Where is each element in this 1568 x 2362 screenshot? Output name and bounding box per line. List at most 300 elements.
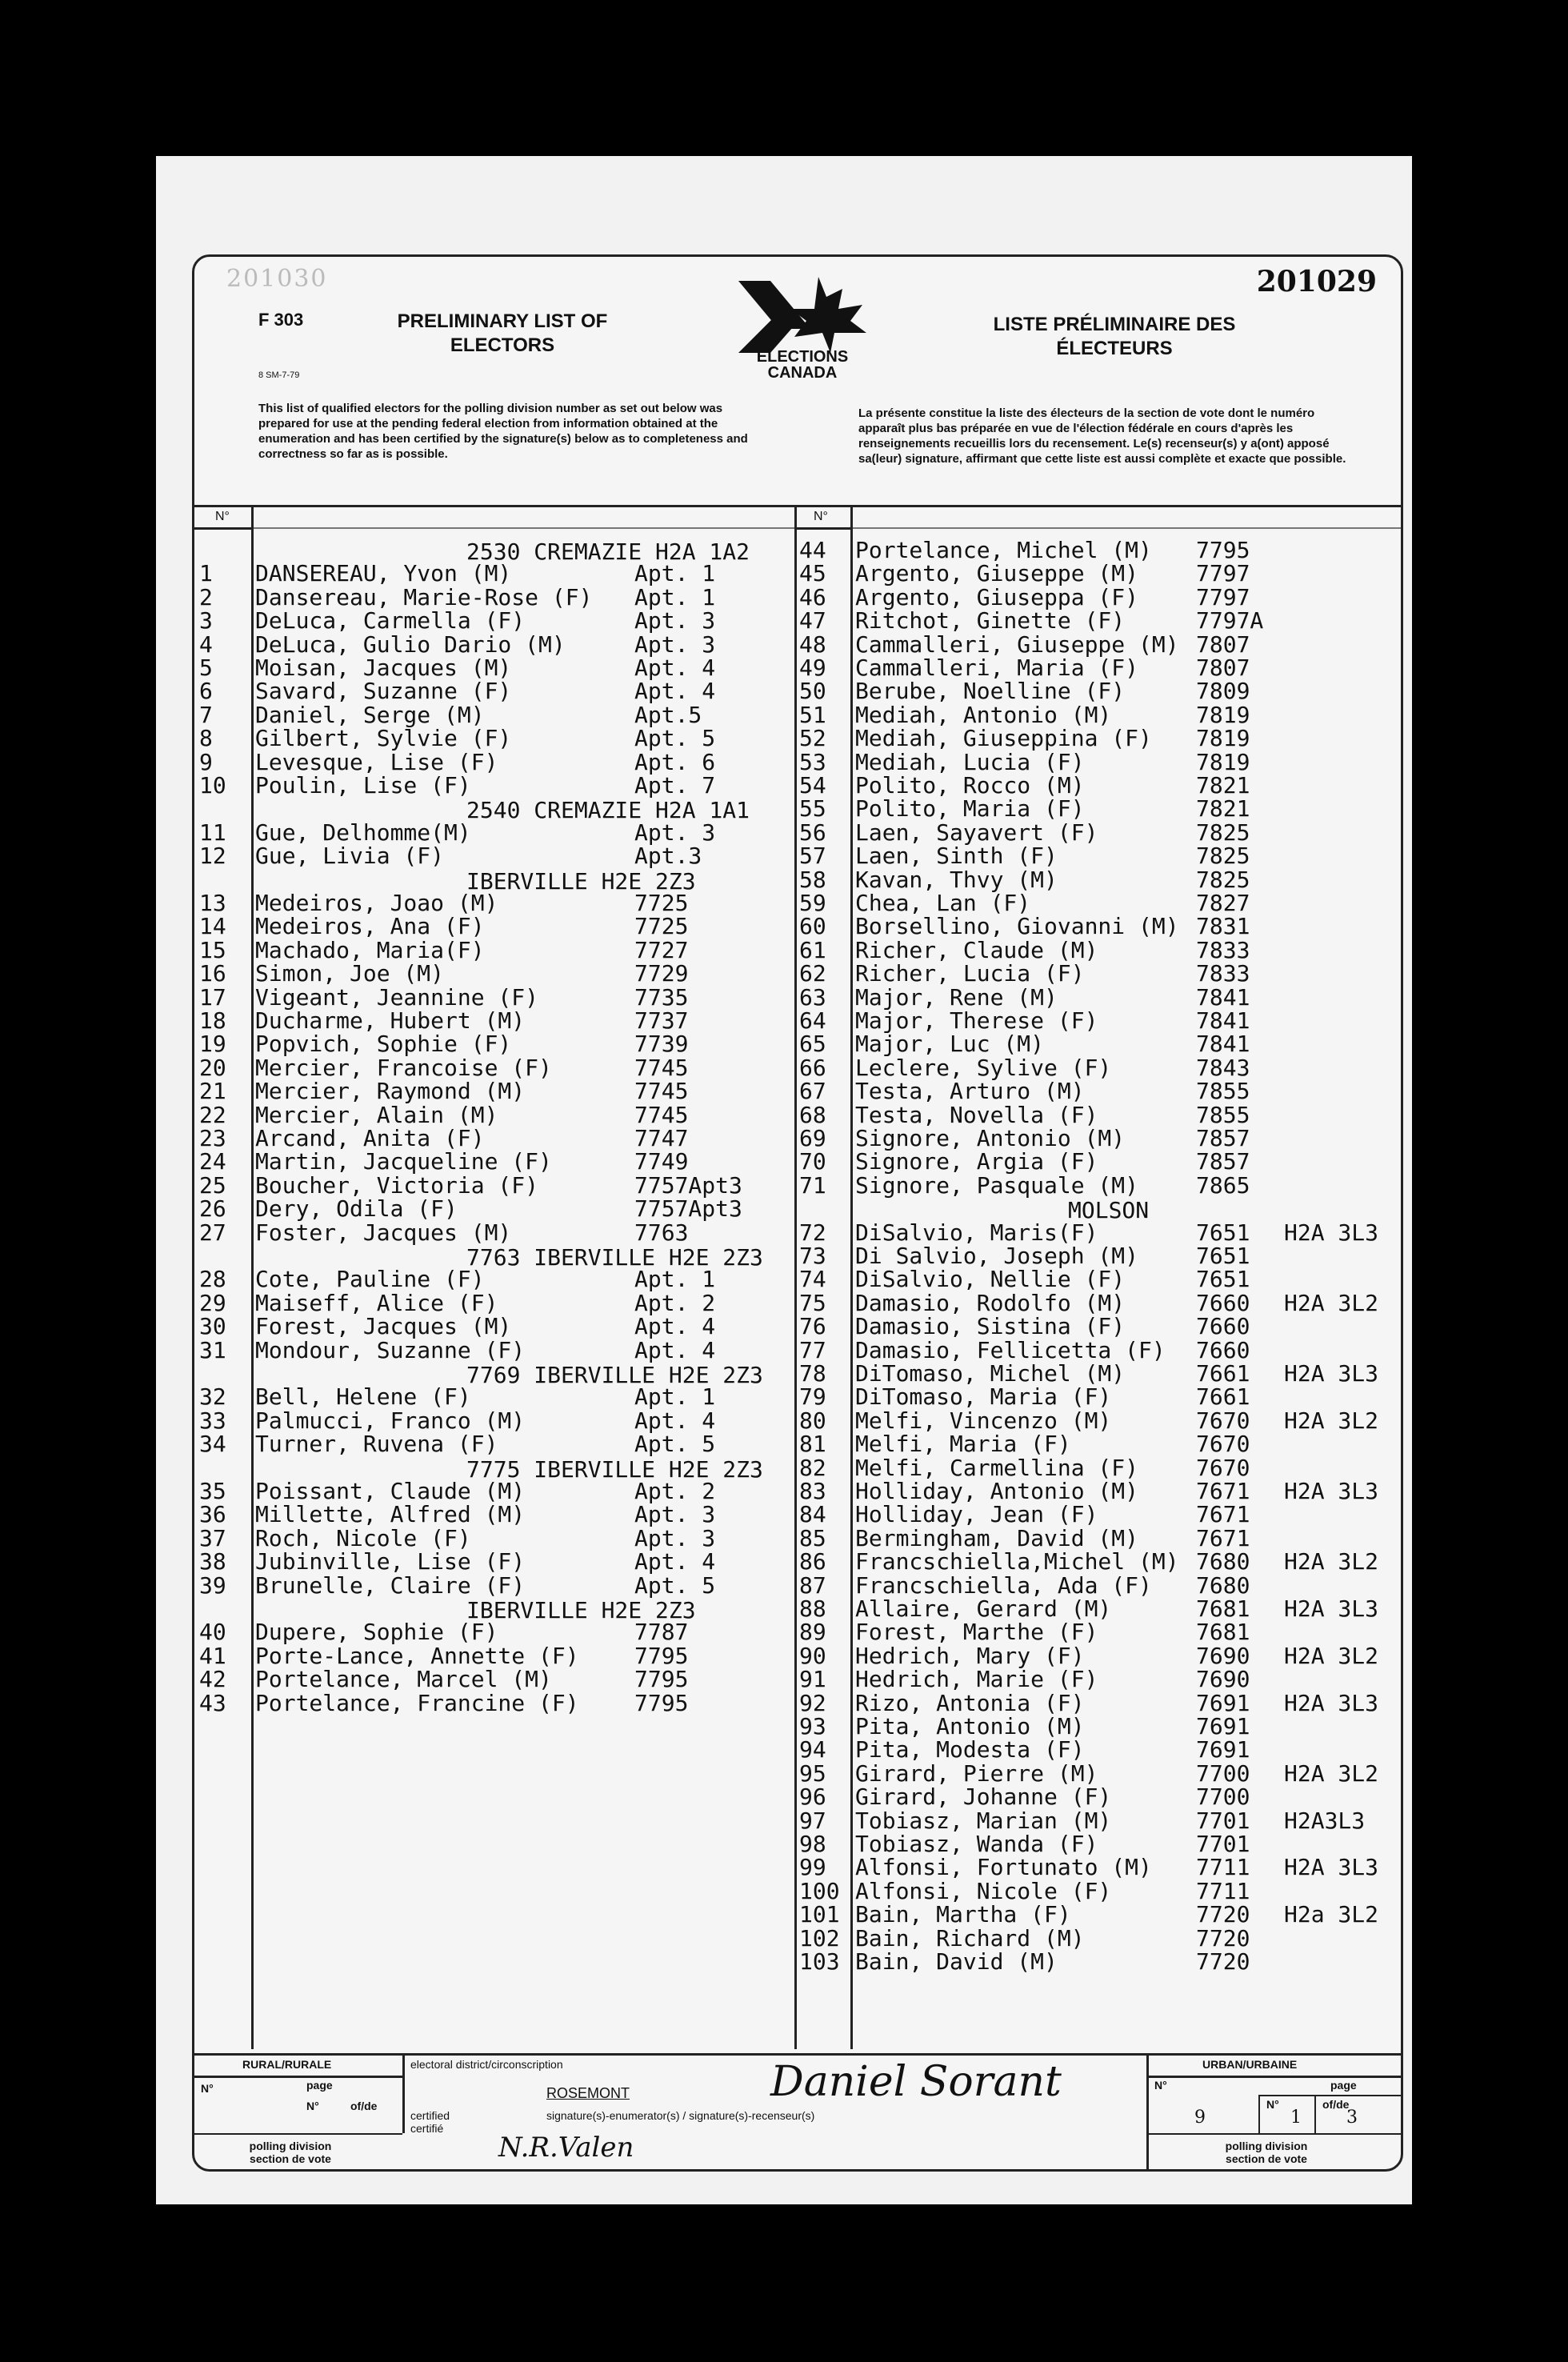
- elector-name: Cammalleri, Maria (F): [855, 655, 1139, 681]
- elector-number: 43: [199, 1689, 226, 1716]
- elector-name: Signore, Pasquale (M): [855, 1171, 1139, 1199]
- elector-name: Hedrich, Mary (F): [855, 1642, 1085, 1669]
- elector-address: 7797A: [1196, 607, 1264, 635]
- footer-rule-h: [194, 2133, 402, 2135]
- elector-row: [796, 1832, 1401, 1856]
- urban-page-label: page: [1330, 2079, 1357, 2092]
- elector-address: Apt. 1: [634, 1383, 716, 1411]
- elector-number: 57: [799, 843, 826, 870]
- elector-number: 94: [799, 1736, 826, 1763]
- elector-row: [796, 1550, 1401, 1573]
- elector-row: [796, 607, 1401, 635]
- street-heading: MOLSON: [1068, 1197, 1150, 1224]
- elector-row: [796, 795, 1401, 823]
- elector-number: 93: [799, 1713, 826, 1739]
- elector-name: Medeiros, Joao (M): [255, 890, 498, 916]
- elector-name: Major, Luc (M): [855, 1031, 1045, 1058]
- elector-name: Pita, Modesta (F): [855, 1736, 1085, 1763]
- elector-row: [796, 962, 1401, 985]
- elector-address: Apt. 2: [634, 1289, 716, 1316]
- elector-name: Bell, Helene (F): [255, 1383, 471, 1411]
- elector-number: 68: [799, 1101, 826, 1128]
- elector-row: [194, 1479, 794, 1503]
- elector-name: Brunelle, Claire (F): [255, 1571, 526, 1599]
- elector-name: Mercier, Alain (M): [255, 1101, 498, 1128]
- urban-no-sub: N°: [1266, 2098, 1279, 2111]
- elector-row: [796, 1503, 1401, 1526]
- elector-name: Laen, Sinth (F): [855, 843, 1058, 870]
- elector-name: Gue, Livia (F): [255, 843, 445, 870]
- elector-name: Girard, Johanne (F): [855, 1784, 1112, 1811]
- elector-address: 7787: [634, 1619, 689, 1646]
- print-code: 8 SM-7-79: [258, 370, 300, 380]
- elector-row: [194, 1524, 794, 1551]
- elector-number: 49: [799, 655, 826, 681]
- elector-name: DiSalvio, Nellie (F): [855, 1266, 1126, 1293]
- title-en: PRELIMINARY LIST OF ELECTORS: [397, 310, 608, 356]
- elector-number: 15: [199, 936, 226, 963]
- elector-address: 7749: [634, 1148, 689, 1175]
- polling-number: 9: [1194, 2108, 1206, 2128]
- elector-address: 7661: [1196, 1383, 1250, 1411]
- elector-row: [796, 843, 1401, 870]
- elector-address: 7690: [1196, 1642, 1250, 1669]
- elector-address: Apt. 4: [634, 1336, 716, 1363]
- elector-address: 7725: [634, 913, 689, 940]
- elector-address: 7807: [1196, 655, 1250, 681]
- rural-no-sub: N°: [306, 2100, 319, 2112]
- elector-number: 64: [799, 1007, 826, 1034]
- elector-number: 39: [199, 1571, 226, 1599]
- elector-address: 7651: [1196, 1243, 1250, 1269]
- elector-name: Dupere, Sophie (F): [255, 1619, 498, 1646]
- elector-number: 32: [199, 1383, 226, 1411]
- elector-address: 7819: [1196, 701, 1250, 728]
- elector-number: 80: [799, 1407, 826, 1434]
- elector-name: DiSalvio, Maris(F): [855, 1219, 1098, 1246]
- elector-row: [194, 1336, 794, 1363]
- elector-name: Damasio, Fellicetta (F): [855, 1336, 1166, 1363]
- elector-address: Apt. 3: [634, 607, 716, 635]
- elector-row: [796, 1479, 1401, 1503]
- elector-name: Polito, Maria (F): [855, 795, 1085, 823]
- elector-address: 7670: [1196, 1407, 1250, 1434]
- elector-number: 60: [799, 913, 826, 940]
- elector-name: Alfonsi, Fortunato (M): [855, 1854, 1152, 1881]
- elector-row: [194, 1571, 794, 1599]
- description-en: This list of qualified electors for the polling division number as set out below was prepared for use at the pending federal election from information obtained at the enumeration and has been certified by the signature(s) below as to completeness and correctness so far as is possible.: [258, 402, 748, 461]
- elector-name: Leclere, Sylive (F): [855, 1054, 1112, 1081]
- elector-number: 50: [799, 678, 826, 705]
- elector-address: 7691: [1196, 1736, 1250, 1763]
- elector-number: 6: [199, 678, 213, 705]
- elector-row: [796, 774, 1401, 797]
- elector-name: Turner, Ruvena (F): [255, 1431, 498, 1458]
- elector-row: [194, 891, 794, 915]
- elector-name: Millette, Alfred (M): [255, 1501, 526, 1528]
- elector-name: Maiseff, Alice (F): [255, 1289, 498, 1316]
- elector-row: [796, 748, 1401, 775]
- electors-form: [192, 254, 1403, 2172]
- elector-number: 24: [199, 1148, 226, 1175]
- elector-name: Palmucci, Franco (M): [255, 1407, 526, 1434]
- elector-number: 84: [799, 1501, 826, 1528]
- elector-row: [194, 915, 794, 938]
- elector-name: Alfonsi, Nicole (F): [855, 1877, 1112, 1904]
- elector-number: 31: [199, 1336, 226, 1363]
- elector-number: 92: [799, 1689, 826, 1716]
- postal-code: H2A 3L3: [1284, 1219, 1379, 1246]
- elector-name: Arcand, Anita (F): [255, 1125, 485, 1151]
- elector-row: [796, 562, 1401, 585]
- elector-name: Hedrich, Marie (F): [855, 1666, 1098, 1693]
- elector-name: DeLuca, Carmella (F): [255, 607, 526, 635]
- elector-name: Portelance, Francine (F): [255, 1689, 579, 1716]
- elector-address: 7843: [1196, 1054, 1250, 1081]
- rural-page-label: page: [306, 2079, 333, 2092]
- elector-row: [194, 1291, 794, 1315]
- elector-row: [194, 1691, 794, 1715]
- elector-number: 53: [799, 748, 826, 775]
- elector-row: [796, 1456, 1401, 1479]
- elector-address: 7825: [1196, 866, 1250, 893]
- elector-number: 46: [799, 583, 826, 611]
- postal-code: H2A 3L3: [1284, 1360, 1379, 1387]
- elector-row: [194, 1267, 794, 1291]
- elector-name: Portelance, Marcel (M): [255, 1666, 552, 1693]
- elector-number: 56: [799, 819, 826, 846]
- elector-address: 7827: [1196, 890, 1250, 916]
- signature-label: signature(s)-enumerator(s) / signature(s)-recenseur(s): [546, 2109, 815, 2122]
- elector-row: [796, 1056, 1401, 1079]
- form-footer: [194, 2053, 1401, 2169]
- elector-row: [194, 1431, 794, 1458]
- elector-address: 7757Apt3: [634, 1171, 742, 1199]
- elector-row: [194, 679, 794, 703]
- elector-number: 11: [199, 819, 226, 846]
- elector-address: Apt. 3: [634, 819, 716, 846]
- elector-row: [194, 583, 794, 611]
- elector-name: Bain, Martha (F): [855, 1901, 1071, 1928]
- postal-code: H2A 3L3: [1284, 1595, 1379, 1622]
- elector-row: [796, 1809, 1401, 1832]
- elector-row: [194, 656, 794, 679]
- elector-address: 7670: [1196, 1454, 1250, 1481]
- elector-address: 7737: [634, 1007, 689, 1034]
- elector-address: 7841: [1196, 1031, 1250, 1058]
- elector-address: 7711: [1196, 1854, 1250, 1881]
- footer-rule-d: [1146, 2076, 1401, 2078]
- elector-number: 3: [199, 607, 213, 635]
- elector-address: 7681: [1196, 1619, 1250, 1646]
- elector-name: DiTomaso, Michel (M): [855, 1360, 1126, 1387]
- elector-name: Bermingham, David (M): [855, 1524, 1139, 1551]
- elector-address: 7795: [634, 1689, 689, 1716]
- elector-number: 63: [799, 983, 826, 1011]
- elector-address: 7821: [1196, 795, 1250, 823]
- elector-address: 7720: [1196, 1948, 1250, 1975]
- postal-code: H2A 3L2: [1284, 1407, 1379, 1434]
- elector-address: 7691: [1196, 1713, 1250, 1739]
- elector-number: 91: [799, 1666, 826, 1693]
- elector-name: Dery, Odila (F): [255, 1195, 458, 1223]
- elector-row: [796, 1877, 1401, 1904]
- elector-row: [194, 1127, 794, 1150]
- elector-row: [796, 1103, 1401, 1127]
- elector-address: Apt. 4: [634, 1548, 716, 1575]
- elector-name: Mediah, Giuseppina (F): [855, 725, 1152, 752]
- elector-row: [194, 1221, 794, 1244]
- elector-name: Testa, Novella (F): [855, 1101, 1098, 1128]
- table-header-rule: [194, 527, 1401, 529]
- elector-row: [194, 703, 794, 727]
- elector-address: 7680: [1196, 1571, 1250, 1599]
- elector-address: Apt. 5: [634, 725, 716, 752]
- elector-name: Dansereau, Marie-Rose (F): [255, 583, 593, 611]
- postal-code: H2A 3L2: [1284, 1642, 1379, 1669]
- elector-address: 7651: [1196, 1266, 1250, 1293]
- elector-row: [796, 703, 1401, 727]
- elector-number: 9: [199, 748, 213, 775]
- elector-row: [796, 1667, 1401, 1691]
- elector-row: [796, 1784, 1401, 1811]
- urban-polling-label: polling division section de vote: [1225, 2140, 1308, 2165]
- rural-of-label: of/de: [350, 2100, 378, 2112]
- elector-number: 25: [199, 1171, 226, 1199]
- elector-row: [796, 1383, 1401, 1411]
- street-heading: IBERVILLE H2E 2Z3: [466, 1597, 696, 1623]
- elector-row: [796, 821, 1401, 844]
- elector-address: 7660: [1196, 1313, 1250, 1340]
- table-top-rule: [194, 505, 1401, 507]
- elector-row: [194, 1079, 794, 1103]
- elector-row: [194, 748, 794, 775]
- elector-address: 7660: [1196, 1336, 1250, 1363]
- elector-name: Signore, Argia (F): [855, 1148, 1098, 1175]
- elector-row: [194, 1315, 794, 1338]
- elector-address: 7825: [1196, 819, 1250, 846]
- elector-address: 7701: [1196, 1807, 1250, 1834]
- elector-number: 1: [199, 560, 213, 587]
- elector-row: [796, 1924, 1401, 1952]
- elector-row: [796, 891, 1401, 915]
- elector-number: 41: [199, 1642, 226, 1669]
- elector-row: [796, 1336, 1401, 1363]
- elector-address: 7700: [1196, 1784, 1250, 1811]
- elector-number: 28: [199, 1266, 226, 1293]
- elector-number: 59: [799, 890, 826, 916]
- elector-address: 7745: [634, 1054, 689, 1081]
- elector-address: 7797: [1196, 560, 1250, 587]
- elector-name: Cammalleri, Giuseppe (M): [855, 631, 1179, 658]
- certifier-signature: N.R.Valen: [498, 2132, 634, 2164]
- street-heading: 2530 CREMAZIE H2A 1A2: [466, 538, 750, 565]
- elector-row: [194, 843, 794, 870]
- elector-number: 69: [799, 1125, 826, 1151]
- elector-address: 7795: [634, 1642, 689, 1669]
- elector-name: Vigeant, Jeannine (F): [255, 983, 539, 1011]
- street-heading: 2540 CREMAZIE H2A 1A1: [466, 797, 750, 824]
- elector-name: Gilbert, Sylvie (F): [255, 725, 512, 752]
- elector-number: 20: [199, 1054, 226, 1081]
- elector-number: 51: [799, 701, 826, 728]
- elector-number: 37: [199, 1524, 226, 1551]
- elector-row: [796, 1171, 1401, 1199]
- elector-number: 12: [199, 843, 226, 870]
- elector-address: 7855: [1196, 1101, 1250, 1128]
- elector-number: 47: [799, 607, 826, 635]
- elector-number: 23: [199, 1125, 226, 1151]
- urban-label: URBAN/URBAINE: [1202, 2058, 1298, 2071]
- elector-number: 61: [799, 936, 826, 963]
- postal-code: H2a 3L2: [1284, 1901, 1379, 1928]
- elections-canada-logo: [722, 273, 882, 382]
- elector-row: [194, 1383, 794, 1411]
- elector-address: 7680: [1196, 1548, 1250, 1575]
- elector-name: Forest, Marthe (F): [855, 1619, 1098, 1646]
- elector-number: 4: [199, 631, 213, 658]
- elector-number: 30: [199, 1313, 226, 1340]
- street-heading: 7763 IBERVILLE H2E 2Z3: [466, 1244, 763, 1271]
- elector-number: 76: [799, 1313, 826, 1340]
- elector-address: Apt. 3: [634, 1501, 716, 1528]
- elector-row: [796, 538, 1401, 562]
- elector-address: Apt. 2: [634, 1478, 716, 1504]
- elector-number: 88: [799, 1595, 826, 1622]
- elector-number: 86: [799, 1548, 826, 1575]
- elector-row: [796, 1597, 1401, 1620]
- elector-number: 10: [199, 772, 226, 799]
- elector-row: [194, 1171, 794, 1199]
- elector-row: [194, 962, 794, 985]
- elector-row: [194, 562, 794, 585]
- elector-address: 7821: [1196, 772, 1250, 799]
- postal-code: H2A 3L3: [1284, 1689, 1379, 1716]
- elector-row: [796, 1950, 1401, 1973]
- elector-address: Apt.3: [634, 843, 702, 870]
- elector-name: Poulin, Lise (F): [255, 772, 471, 799]
- elector-name: DeLuca, Gulio Dario (M): [255, 631, 566, 658]
- elector-name: Forest, Jacques (M): [255, 1313, 512, 1340]
- elector-address: 7745: [634, 1101, 689, 1128]
- elector-address: Apt. 4: [634, 1407, 716, 1434]
- footer-rule-i: [1146, 2133, 1401, 2135]
- elector-row: [796, 1150, 1401, 1173]
- elector-number: 75: [799, 1289, 826, 1316]
- elector-row: [796, 1362, 1401, 1385]
- elector-address: Apt. 4: [634, 1313, 716, 1340]
- elector-number: 74: [799, 1266, 826, 1293]
- elector-number: 83: [799, 1478, 826, 1504]
- elector-number: 95: [799, 1759, 826, 1787]
- elector-address: Apt. 1: [634, 1266, 716, 1293]
- elector-row: [796, 583, 1401, 611]
- elector-name: Machado, Maria(F): [255, 936, 485, 963]
- elector-number: 66: [799, 1054, 826, 1081]
- elector-address: 7865: [1196, 1171, 1250, 1199]
- elector-address: 7725: [634, 890, 689, 916]
- elector-address: 7841: [1196, 1007, 1250, 1034]
- elector-number: 58: [799, 866, 826, 893]
- elector-row: [796, 1571, 1401, 1599]
- elector-number: 81: [799, 1431, 826, 1458]
- elector-address: Apt. 4: [634, 678, 716, 705]
- elector-row: [194, 1009, 794, 1032]
- elector-address: 7825: [1196, 843, 1250, 870]
- elector-name: Major, Therese (F): [855, 1007, 1098, 1034]
- elector-number: 54: [799, 772, 826, 799]
- elector-number: 97: [799, 1807, 826, 1834]
- elector-address: 7747: [634, 1125, 689, 1151]
- elector-name: Martin, Jacqueline (F): [255, 1148, 552, 1175]
- elector-number: 33: [199, 1407, 226, 1434]
- elector-number: 90: [799, 1642, 826, 1669]
- elector-name: Mondour, Suzanne (F): [255, 1336, 526, 1363]
- elector-row: [194, 1503, 794, 1526]
- elector-number: 36: [199, 1501, 226, 1528]
- footer-rule-c: [194, 2076, 402, 2078]
- elector-row: [796, 633, 1401, 656]
- elector-number: 65: [799, 1031, 826, 1058]
- elector-number: 2: [199, 583, 213, 611]
- elector-row: [796, 1738, 1401, 1761]
- elector-name: Savard, Suzanne (F): [255, 678, 512, 705]
- urban-of-label: of/de: [1322, 2098, 1350, 2111]
- elector-number: 71: [799, 1171, 826, 1199]
- elector-name: Pita, Antonio (M): [855, 1713, 1085, 1739]
- elector-name: Allaire, Gerard (M): [855, 1595, 1112, 1622]
- elector-number: 79: [799, 1383, 826, 1411]
- elector-row: [796, 868, 1401, 891]
- elector-row: [194, 1031, 794, 1058]
- elector-name: Roch, Nicole (F): [255, 1524, 471, 1551]
- postal-code: H2A3L3: [1284, 1807, 1366, 1834]
- serial-number: 201029: [1256, 265, 1377, 298]
- elector-name: Daniel, Serge (M): [255, 701, 485, 728]
- elector-row: [194, 821, 794, 844]
- elector-address: 7841: [1196, 983, 1250, 1011]
- elector-number: 35: [199, 1478, 226, 1504]
- elector-address: 7809: [1196, 678, 1250, 705]
- elector-number: 100: [799, 1877, 840, 1904]
- elector-row: [796, 679, 1401, 703]
- elector-row: [194, 1103, 794, 1127]
- page-number: 1: [1290, 2108, 1302, 2128]
- elector-number: 85: [799, 1524, 826, 1551]
- street-heading: 7769 IBERVILLE H2E 2Z3: [466, 1362, 763, 1388]
- elector-number: 22: [199, 1101, 226, 1128]
- elector-name: DiTomaso, Maria (F): [855, 1383, 1112, 1411]
- footer-top-rule: [194, 2053, 1401, 2056]
- elector-number: 45: [799, 560, 826, 587]
- elector-row: [796, 1244, 1401, 1267]
- elector-number: 67: [799, 1078, 826, 1105]
- elector-name: Cote, Pauline (F): [255, 1266, 485, 1293]
- elector-number: 73: [799, 1243, 826, 1269]
- footer-rule-e: [1258, 2095, 1401, 2096]
- elector-name: Rizo, Antonia (F): [855, 1689, 1085, 1716]
- rural-no-label: N°: [201, 2082, 214, 2095]
- elector-name: Ducharme, Hubert (M): [255, 1007, 526, 1034]
- elector-name: Melfi, Carmellina (F): [855, 1454, 1139, 1481]
- elector-number: 5: [199, 655, 213, 681]
- elector-address: 7651: [1196, 1219, 1250, 1246]
- elector-address: 7857: [1196, 1125, 1250, 1151]
- elector-row: [796, 1759, 1401, 1787]
- elector-name: Damasio, Sistina (F): [855, 1313, 1126, 1340]
- enumerator-signature: Daniel Sorant: [770, 2058, 1062, 2106]
- elector-row: [796, 1715, 1401, 1738]
